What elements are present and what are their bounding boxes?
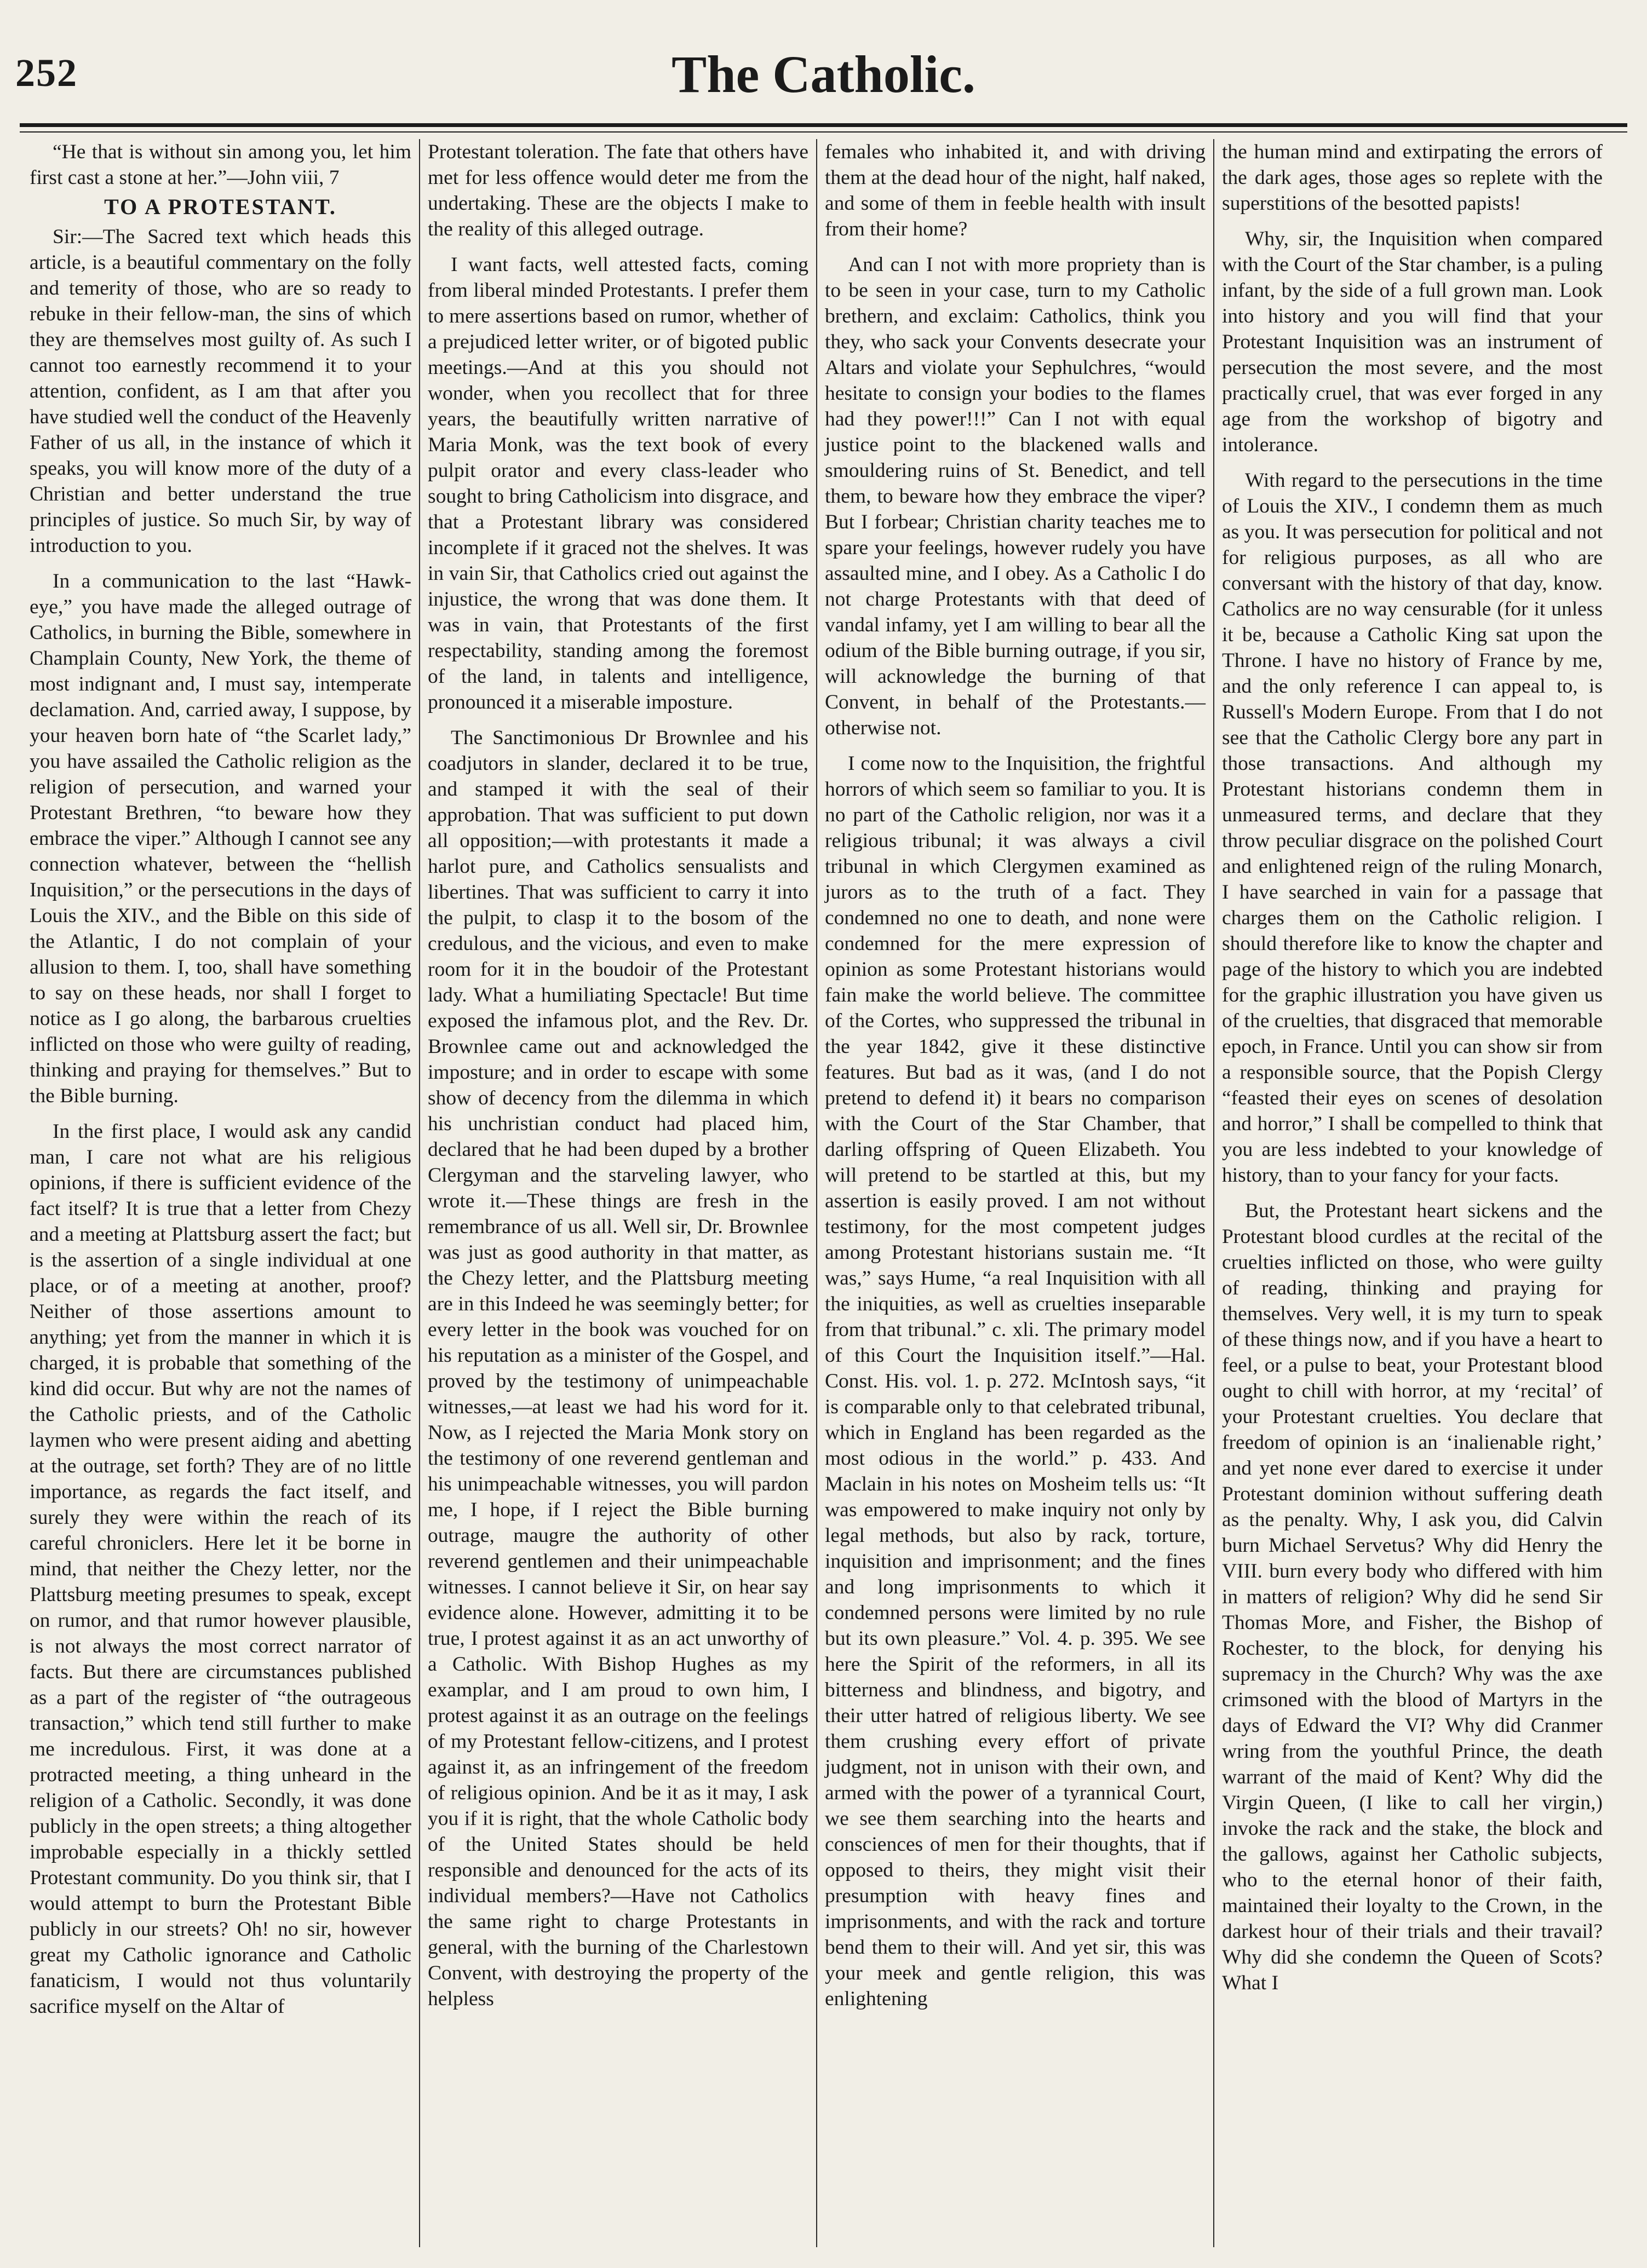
text-columns [22,139,1626,2247]
column-3 [816,139,1213,2247]
column-2 [419,139,816,2247]
paragraph: the human mind and extirpating the errors of the dark ages, those ages so replete with the superstitions of the besotted papists! [1222,141,1603,215]
header-rule-thin [20,131,1627,133]
article-epigraph: “He that is without sin among you, let him first cast a stone at her.”—John viii, 7 [30,141,411,189]
paragraph: Sir:—The Sacred text which heads this article, is a beautiful commentary on the folly and temerity of those, who are so ready to rebuke in their fellow-man, the sins of which they are themselves most guilty of. As such I cannot too earnestly recommend it to your attention, confident, as I am that after you have studied well the conduct of the Heavenly Father of us all, in the instance of which it speaks, you will know more of the duty of a Christian and better understand the true principles of justice. So much Sir, by way of introduction to you. [30,226,411,557]
paragraph: females who inhabited it, and with driving them at the dead hour of the night, half naked, and some of them in feeble health with insult from their home? [825,141,1206,240]
column-4 [1213,139,1610,2247]
paragraph: I want facts, well attested facts, coming from liberal minded Protestants. I prefer them to mere assertions based on rumor, whether of a prejudiced letter writer, or of bigoted public meetings.—And at this you should not wonder, when you recollect that for three years, the beautifully written narrative of Maria Monk, was the text book of every pulpit orator and every class-leader who sought to bring Catholicism into disgrace, and that a Protestant library was considered incomplete if it graced not the shelves. It was in vain Sir, that Catholics cried out against the injustice, the wrong that was done them. It was in vain, that Protestants of the first respectability, standing among the foremost of the land, in talents and intelligence, pronounced it a miserable imposture. [428,254,808,713]
paragraph: And can I not with more propriety than is to be seen in your case, turn to my Catholic brethern, and exclaim: Catholics, think you they, who sack your Convents desecrate your Altars and violate your Sephulchres, “would hesitate to consign your bodies to the flames had they power!!!” Can I not with equal justice point to the blackened walls and smouldering ruins of St. Benedict, and tell them, to beware how they embrace the viper? But I forbear; Christian charity teaches me to spare your feelings, however rudely you have assaulted mine, and I obey. As a Catholic I do not charge Protestants with that deed of vandal infamy, yet I am willing to bear all the odium of the Bible burning outrage, if you sir, will acknowledge the burning of that Convent, in behalf of the Protestants.—otherwise not. [825,254,1206,739]
masthead-title: The Catholic. [672,45,975,103]
paragraph: The Sanctimonious Dr Brownlee and his coadjutors in slander, declared it to be true, and stamped it with the seal of their approbation. That was sufficient to put down all opposition;—with protestants it made a harlot pure, and Catholics sensualists and libertines. That was sufficient to carry it into the pulpit, to clasp it to the bosom of the credulous, and the vicious, and even to make room for it in the boudoir of the Protestant lady. What a humiliating Spectacle! But time exposed the infamous plot, and the Rev. Dr. Brownlee came out and acknowledged the imposture; and in order to escape with some show of decency from the dilemma in which his unchristian conduct had placed him, declared that he had been duped by a brother Clergyman and the starveling lawyer, who wrote it.—These things are fresh in the remembrance of us all. Well sir, Dr. Brownlee was just as good authority in that matter, as the Chezy letter, and the Plattsburg meeting are in this Indeed he was seemingly better; for every letter in the book was vouched for on his reputation as a minister of the Gospel, and proved by the testimony of unimpeachable witnesses,—at least we had his word for it. Now, as I rejected the Maria Monk story on the testimony of one reverend gentleman and his unimpeachable witnesses, you will pardon me, I hope, if I reject the Bible burning outrage, maugre the authority of other reverend gentlemen and their unimpeachable witnesses. I cannot believe it Sir, on hear say evidence alone. However, admitting it to be true, I protest against it as an act unworthy of a Catholic. With Bishop Hughes as my examplar, and I am proud to own him, I protest against it as an outrage on the feelings of my Protestant fellow-citizens, and I protest against it, as an infringement of the freedom of religious opinion. And be it as it may, I ask you if it is right, that the whole Catholic body of the United States should be held responsible and denounced for the acts of its individual members?—Have not Catholics the same right to charge Protestants in general, with the burning of the Charlestown Convent, with destroying the property of the helpless [428,727,808,2010]
paragraph: In the first place, I would ask any candid man, I care not what are his religious opinions, if there is sufficient evidence of the fact itself? It is true that a letter from Chezy and a meeting at Plattsburg assert the fact; but is the assertion of a single individual at one place, or of a meeting at another, proof? Neither of those assertions amount to anything; yet from the manner in which it is charged, it is probable that something of the kind did occur. But why are not the names of the Catholic priests, and of the Catholic laymen who were present aiding and abetting at the outrage, set forth? They are of no little importance, as regards the fact itself, and surely they were within the reach of its careful chroniclers. Here let it be borne in mind, that neither the Chezy letter, nor the Plattsburg meeting presumes to speak, except on rumor, and that rumor however plausible, is not always the most correct narrator of facts. But there are circumstances published as a part of the register of “the outrageous transaction,” which tend still further to make me incredulous. First, it was done at a protracted meeting, a thing unheard in the religion of a Catholic. Secondly, it was done publicly in the open streets; a thing altogether improbable especially in a thickly settled Protestant community. Do you think sir, that I would attempt to burn the Protestant Bible publicly in our streets? Oh! no sir, however great my Catholic ignorance and Catholic fanaticism, I would not thus voluntarily sacrifice myself on the Altar of [30,1120,411,2018]
paragraph: With regard to the persecutions in the time of Louis the XIV., I condemn them as much as you. It was persecution for political and not for religious purposes, as all who are conversant with the history of that day, know. Catholics are no way censurable (for it unless it be, because a Catholic King sat upon the Throne. I have no history of France by me, and the only reference I can appeal to, is Russell's Modern Europe. From that I do not see that the Catholic Clergy bore any part in those transactions. And although my Protestant historians condemn them in unmeasured terms, and declare that they throw peculiar disgrace on the polished Court and enlightened reign of the ruling Monarch, I have searched in vain for a passage that charges them on the Catholic religion. I should therefore like to know the chapter and page of the history to which you are indebted for the graphic illustration you have given us of the cruelties, that disgraced that memorable epoch, in France. Until you can show sir from a responsible source, that the Popish Clergy “feasted their eyes on scenes of desolation and horror,” I shall be compelled to think that you are less indebted to your knowledge of history, than to your fancy for your facts. [1222,469,1603,1187]
column-1 [22,139,419,2247]
header-rule-thick [20,123,1627,127]
page-number: 252 [15,51,78,95]
paragraph: In a communication to the last “Hawk-eye,” you have made the alleged outrage of Catholics, in burning the Bible, somewhere in Champlain County, New York, the theme of most indignant and, I must say, intemperate declamation. And, carried away, I suppose, by your heaven born hate of “the Scarlet lady,” you have assailed the Catholic religion as the religion of persecution, and warned your Protestant Brethren, “to beware how they embrace the viper.” Although I cannot see any connection whatever, between the “hellish Inquisition,” or the persecutions in the days of Louis the XIV., and the Bible on this side of the Atlantic, I do not complain of your allusion to them. I, too, shall have something to say on these heads, nor shall I forget to notice as I go along, the barbarous cruelties inflicted on those who were guilty of reading, thinking and praying for themselves.” But to the Bible burning. [30,570,411,1107]
paragraph: I come now to the Inquisition, the frightful horrors of which seem so familiar to you. It is no part of the Catholic religion, nor was it a religious tribunal; it was always a civil tribunal in which Clergymen examined as jurors as to the truth of a fact. They condemned no one to death, and none were condemned for the mere expression of opinion as some Protestant historians would fain make the world believe. The committee of the Cortes, who suppressed the tribunal in the year 1842, give it these distinctive features. But bad as it was, (and I do not pretend to defend it) it bears no comparison with the Court of the Star Chamber, that darling offspring of Queen Elizabeth. You will pretend to be startled at this, but my assertion is easily proved. I am not without testimony, for the most competent judges among Protestant historians sustain me. “It was,” says Hume, “a real Inquisition with all the iniquities, as well as cruelties inseparable from that tribunal.” c. xli. The primary model of this Court the Inquisition itself.”—Hal. Const. His. vol. 1. p. 272. McIntosh says, “it is comparable only to that celebrated tribunal, which in England has been regarded as the most odious in the world.” p. 433. And Maclain in his notes on Mosheim tells us: “It was empowered to make inquiry not only by legal methods, but also by rack, torture, inquisition and imprisonment; and the fines and long imprisonments to which it condemned persons were limited by no rule but its own pleasure.” Vol. 4. p. 395. We see here the Spirit of the reformers, in all its bitterness and blindness, and bigotry, and their utter hatred of religious liberty. We see them crushing every effort of private judgment, not in unison with their own, and armed with the power of a tyrannical Court, we see them searching into the hearts and consciences of men for their thoughts, that if opposed to theirs, they might visit their presumption with heavy fines and imprisonments, and with the rack and torture bend them to their will. And yet sir, this was your meek and gentle religion, this was enlightening [825,752,1206,2010]
paragraph: But, the Protestant heart sickens and the Protestant blood curdles at the recital of the cruelties inflicted on those, who were guilty of reading, thinking and praying for themselves. Very well, it is my turn to speak of these things now, and if you have a heart to feel, or a pulse to beat, your Protestant blood ought to chill with horror, at my ‘recital’ of your Protestant cruelties. You declare that freedom of opinion is an ‘inalienable right,’ and yet none ever dared to exercise it under Protestant dominion without suffering death as the penalty. Why, I ask you, did Calvin burn Michael Servetus? Why did Henry the VIII. burn every body who differed with him in matters of religion? Why did he send Sir Thomas More, and Fisher, the Bishop of Rochester, to the block, for denying his supremacy in the Church? Why was the axe crimsoned with the blood of Martyrs in the days of Edward the VI? Why did Cranmer wring from the youthful Prince, the death warrant of the maid of Kent? Why did the Virgin Queen, (I like to call her virgin,) invoke the rack and the stake, the block and the gallows, against her Catholic subjects, who to the eternal honor of their faith, maintained their loyalty to the Crown, in the darkest hour of their trials and their travail? Why did she condemn the Queen of Scots? What I [1222,1200,1603,1994]
paragraph: Protestant toleration. The fate that others have met for less offence would deter me from the undertaking. These are the objects I make to the reality of this alleged outrage. [428,141,808,240]
article-title: TO A PROTESTANT. [104,194,337,219]
paragraph: Why, sir, the Inquisition when compared with the Court of the Star chamber, is a puling infant, by the side of a full grown man. Look into history and you will find that your Protestant Inquisition was an instrument of persecution the most severe, and the most practically cruel, that was ever forged in any age from the workshop of bigotry and intolerance. [1222,228,1603,456]
